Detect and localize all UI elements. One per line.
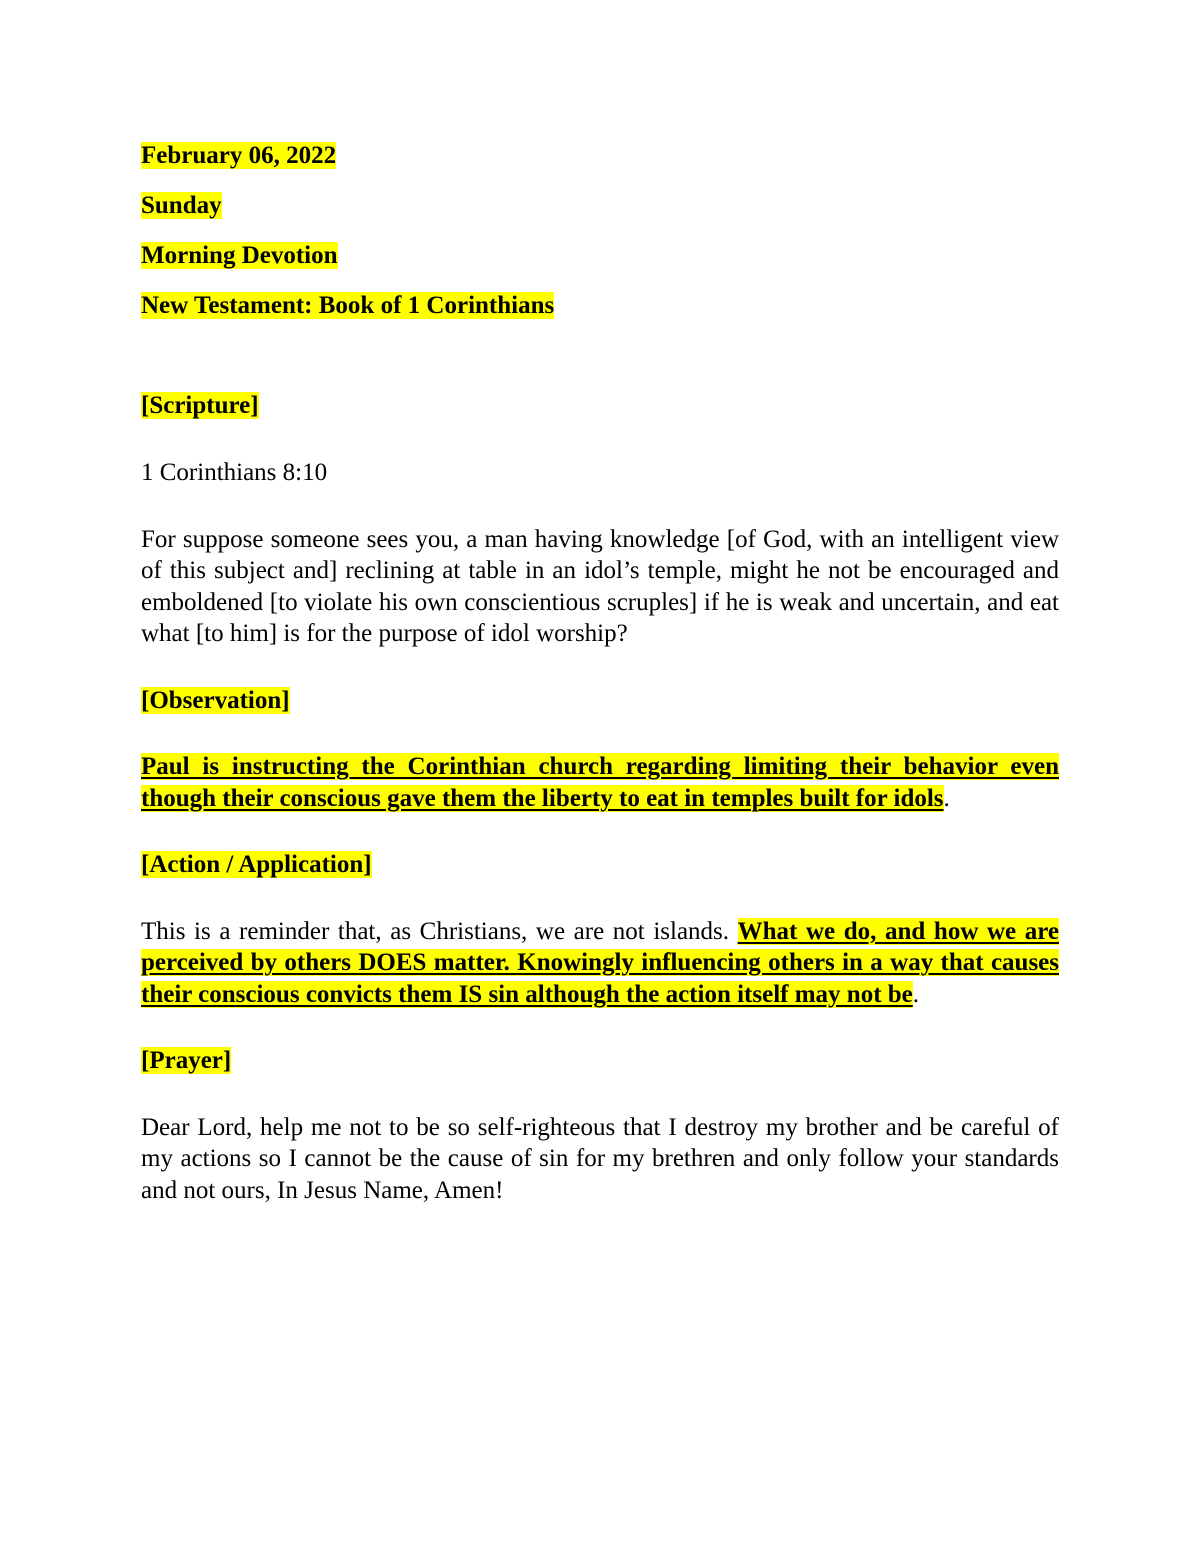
application-highlighted-text: What we do, and how we are perceived by others DOES matter. Knowingly influencing others in a way that causes their conscious convicts them IS sin although the action itself may not be: [141, 917, 1059, 1008]
scripture-heading: [141, 390, 1059, 422]
observation-period: .: [943, 784, 950, 812]
document-page: [141, 140, 1059, 1206]
scripture-reference: 1 Corinthians 8:10: [141, 459, 328, 486]
day-text: Sunday: [141, 192, 222, 219]
scripture-text: For suppose someone sees you, a man having knowledge [of God, with an intelligent view of this subject and] reclining at table in an idol’s temple, might he not be encouraged and emboldened [to violate his own conscientious scruples] if he is weak and uncertain, and eat what [to him] is for the purpose of idol worship?: [141, 525, 1059, 647]
scripture-heading-text: [Scripture]: [141, 391, 259, 419]
session-text: Morning Devotion: [141, 242, 338, 269]
day-line: [141, 190, 1059, 222]
prayer-heading: [141, 1045, 1059, 1077]
observation-text: Paul is instructing the Corinthian church regarding limiting their behavior even though their conscious gave them the liberty to eat in temples built for idols: [141, 753, 1059, 812]
application-paragraph: [141, 916, 1059, 1011]
application-plain-text: This is a reminder that, as Christians, we are not islands.: [141, 917, 738, 945]
prayer-heading-text: [Prayer]: [141, 1047, 232, 1074]
application-period: .: [912, 980, 920, 1008]
observation-heading: [141, 685, 1059, 717]
observation-heading-text: [Observation]: [141, 686, 290, 714]
application-heading-text: [Action / Application]: [141, 851, 372, 878]
session-line: [141, 240, 1059, 272]
prayer-text: Dear Lord, help me not to be so self-righteous that I destroy my brother and be careful of my actions so I cannot be the cause of sin for my brethren and only follow your standards and not ours, In Jesus Name, Amen!: [141, 1113, 1059, 1204]
observation-paragraph: [141, 751, 1059, 814]
application-heading: [141, 849, 1059, 881]
book-text: New Testament: Book of 1 Corinthians: [141, 292, 555, 319]
book-line: [141, 290, 1059, 322]
date-text: February 06, 2022: [141, 142, 337, 169]
date-line: [141, 140, 1059, 172]
